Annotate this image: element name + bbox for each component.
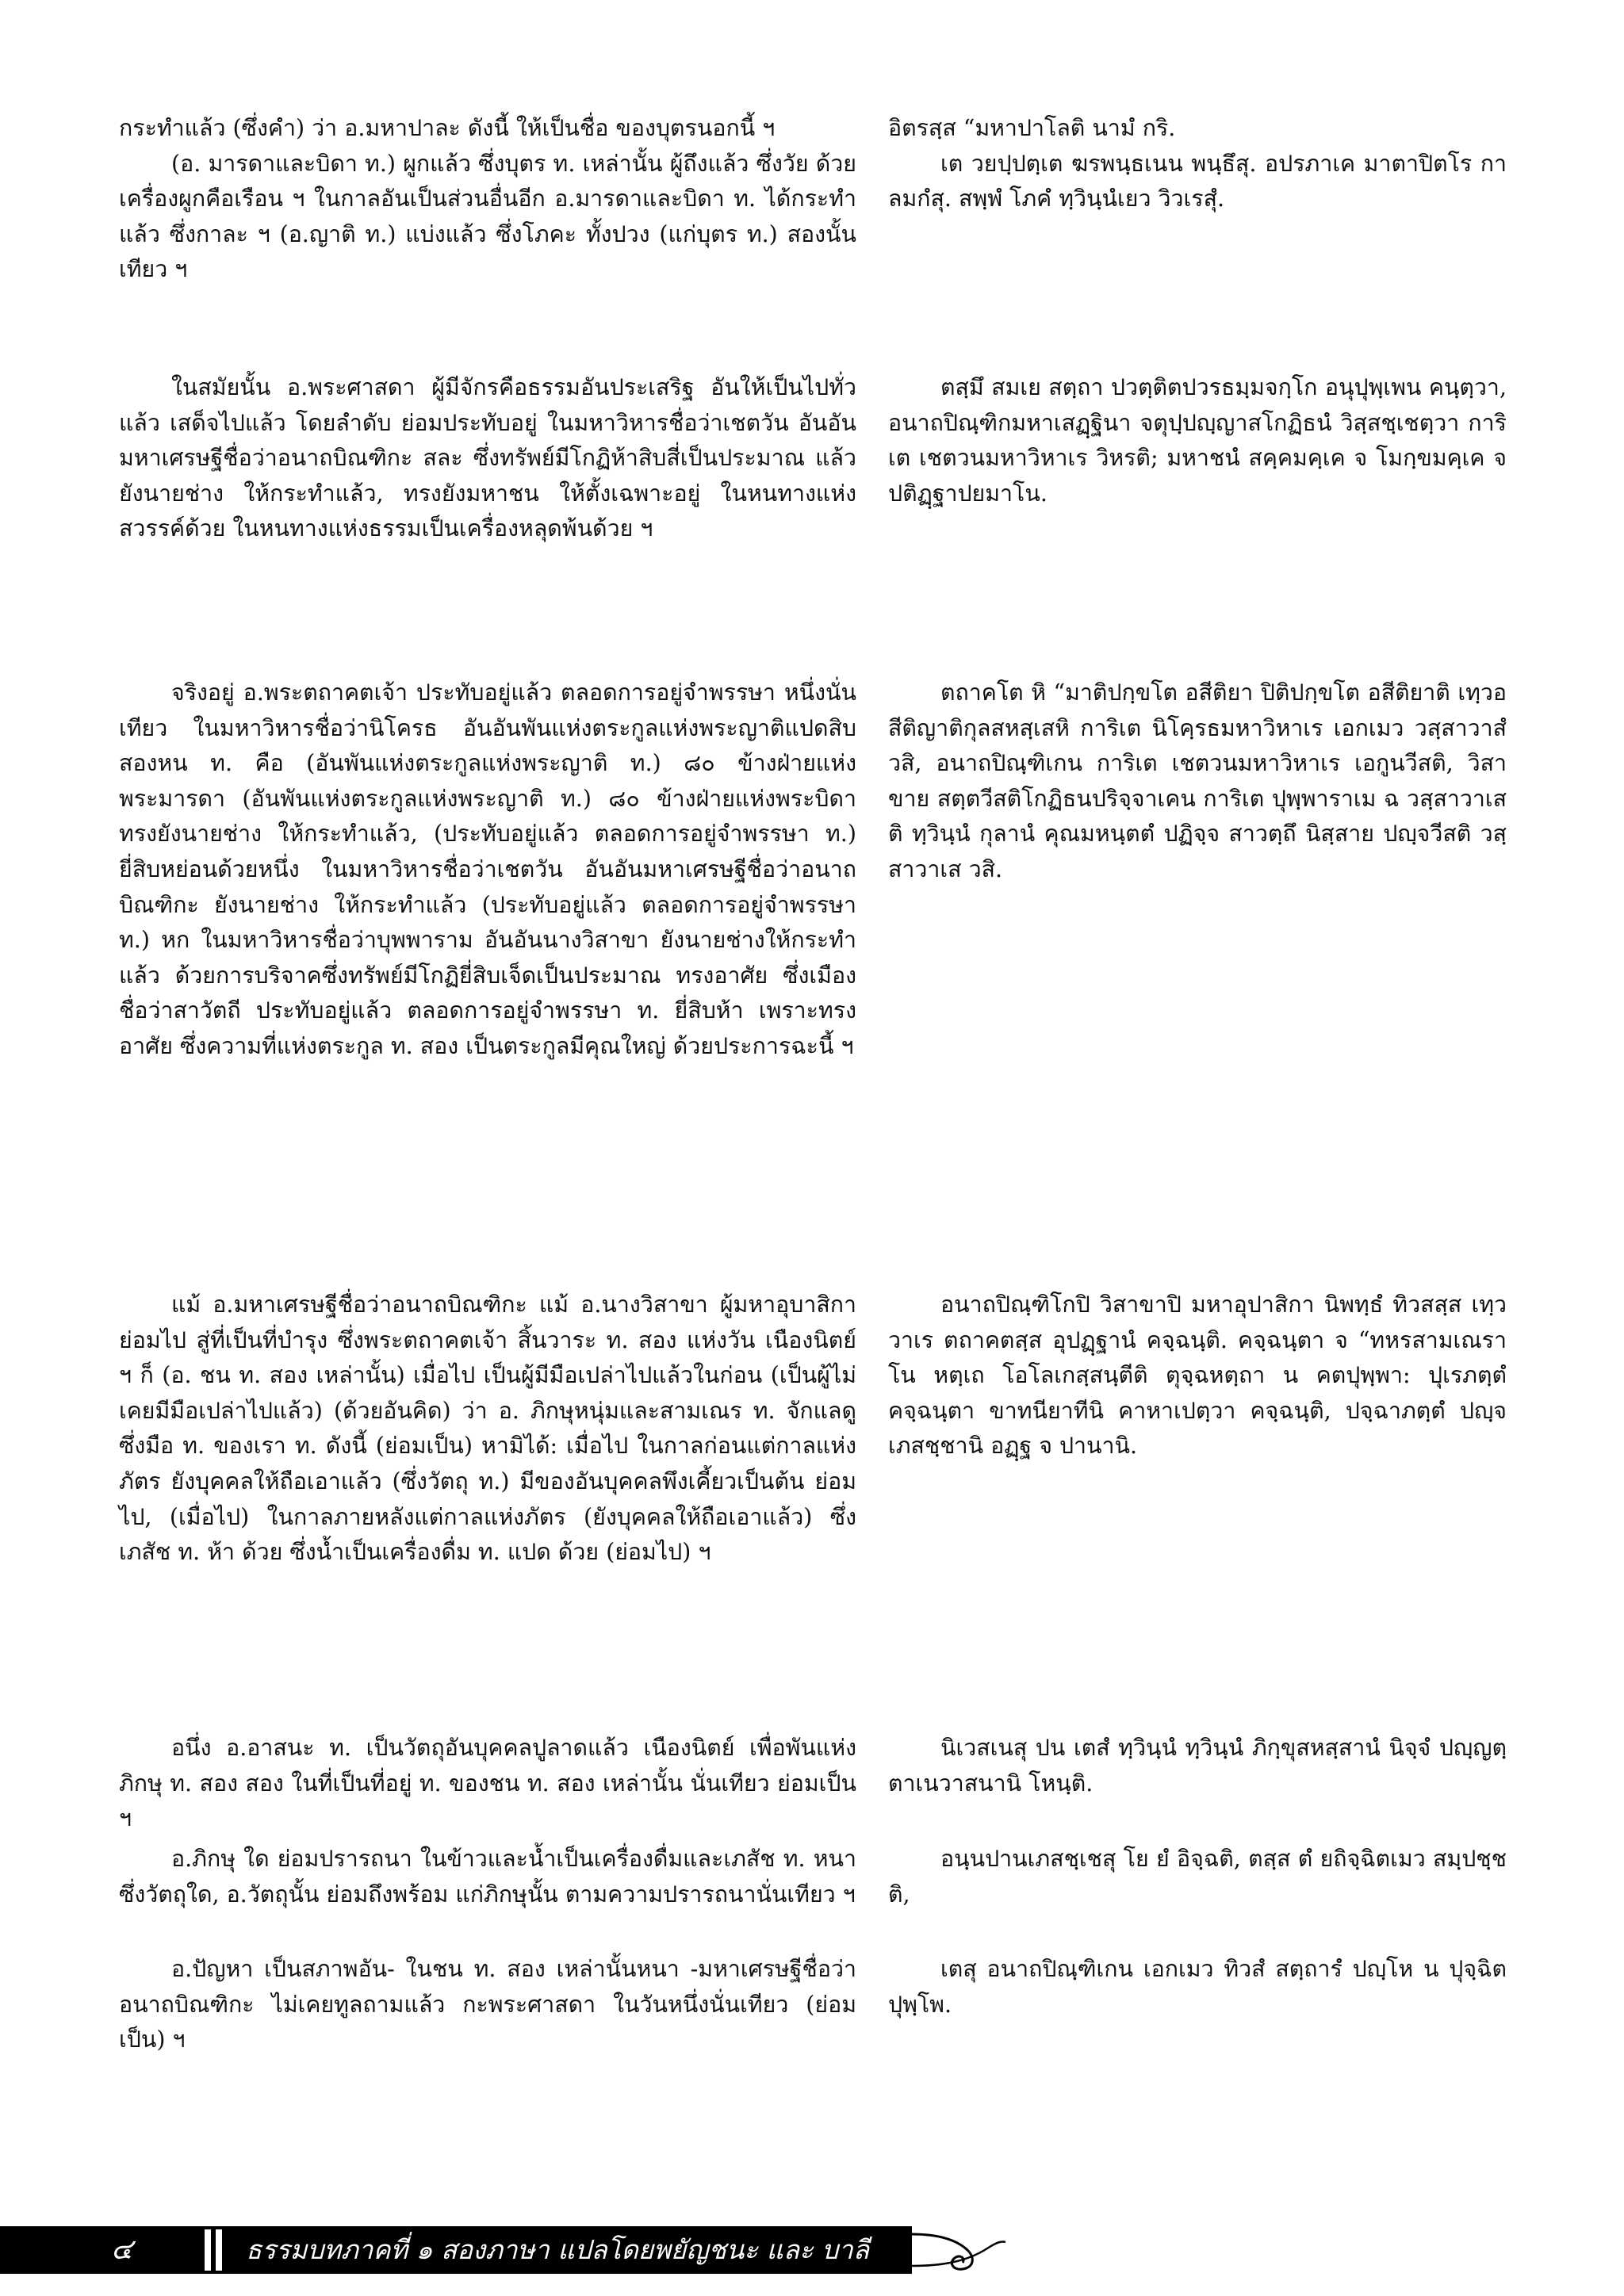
pali-paragraph: อนฺนปานเภสชฺเชสุ โย ยํ อิจฺฉติ, ตสฺส ตํ ยถิจฺฉิตเมว สมฺปชฺชติ, [888,1846,1507,1908]
pali-paragraph: อิตรสฺส “มหาปาโลติ นามํ กริ. [888,115,1176,141]
page-footer [0,2226,1624,2274]
pali-paragraph: อนาถปิณฺฑิโกปิ วิสาขาปิ มหาอุปาสิกา นิพทฺธํ ทิวสสฺส เทฺว วาเร ตถาคตสฺส อุปฏฺฐานํ คจฺฉนฺติ. คจฺฉนฺตา จ “ทหรสามเณรา โน หตฺเถ โอโลเกสฺสนฺตีติ ตุจฺฉหตฺถา น คตปุพฺพา: ปุเรภตฺตํ คจฺฉนฺตา ขาทนียาทีนิ คาหาเปตฺวา คจฺฉนฺติ, ปจฺฉาภตฺตํ ปญฺจ เภสชฺชานิ อฏฺฐ จ ปานานิ. [888,1292,1507,1460]
thai-translation-column [119,1731,856,1837]
pali-paragraph: เตสุ อนาถปิณฺฑิเกน เอกเมว ทิวสํ สตฺถารํ ปญฺโห น ปุจฺฉิตปุพฺโพ. [888,1956,1507,2018]
ornament-swirl-icon [912,2226,1007,2274]
thai-translation-column [119,111,856,288]
thai-paragraph: แม้ อ.มหาเศรษฐีชื่อว่าอนาถบิณฑิกะ แม้ อ.นางวิสาขา ผู้มหาอุบาสิกา ย่อมไป สู่ที่เป็นที่บำรุง ซึ่งพระตถาคตเจ้า สิ้นวาระ ท. สอง แห่งวัน เนืองนิตย์ ฯ ก็ (อ. ชน ท. สอง เหล่านั้น) เมื่อไป เป็นผู้มีมือเปล่าไปแล้วในก่อน (เป็นผู้ไม่เคยมีมือเปล่าไปแล้ว) (ด้วยอันคิด) ว่า อ. ภิกษุหนุ่มและสามเณร ท. จักแลดู ซึ่งมือ ท. ของเรา ท. ดังนี้ (ย่อมเป็น) หามิได้: เมื่อไป ในกาลก่อนแต่กาลแห่งภัตร ยังบุคคลให้ถือเอาแล้ว (ซึ่งวัตถุ ท.) มีของอันบุคคลพึงเคี้ยวเป็นต้น ย่อมไป, (เมื่อไป) ในกาลภายหลังแต่กาลแห่งภัตร (ยังบุคคลให้ถือเอาแล้ว) ซึ่งเภสัช ท. ห้า ด้วย ซึ่งน้ำเป็นเครื่องดื่ม ท. แปด ด้วย (ย่อมไป) ฯ [119,1292,856,1566]
pali-column [888,675,1507,888]
thai-paragraph: อ.ภิกษุ ใด ย่อมปรารถนา ในข้าวและน้ำเป็นเครื่องดื่มและเภสัช ท. หนา ซึ่งวัตถุใด, อ.วัตถุนั้น ย่อมถึงพร้อม แก่ภิกษุนั้น ตามความปรารถนานั่นเทียว ฯ [119,1846,856,1908]
pali-column [888,1288,1507,1464]
pali-paragraph: นิเวสเนสุ ปน เตสํ ทฺวินฺนํ ทฺวินฺนํ ภิกฺขุสหสฺสานํ นิจฺจํ ปญฺญตฺตาเนวาสนานิ โหนฺติ. [888,1735,1507,1797]
pali-paragraph: เต วยปฺปตฺเต ฆรพนฺธเนน พนฺธึสุ. อปรภาเค มาตาปิตโร กาลมกํสุ. สพฺพํ โภคํ ทฺวินฺนํเยว วิวเรสุํ. [888,150,1507,212]
thai-translation-column [119,370,856,547]
book-title: ธรรมบทภาคที่ ๑ สองภาษา แปลโดยพยัญชนะ และ บาลี [246,2234,869,2265]
footer-bar-background [0,2226,912,2274]
thai-paragraph: กระทำแล้ว (ซึ่งคำ) ว่า อ.มหาปาละ ดังนี้ ให้เป็นชื่อ ของบุตรนอกนี้ ฯ [119,115,776,141]
thai-paragraph: อนึ่ง อ.อาสนะ ท. เป็นวัตถุอันบุคคลปูลาดแล้ว เนืองนิตย์ เพื่อพันแห่งภิกษุ ท. สอง สอง ในที่เป็นที่อยู่ ท. ของชน ท. สอง เหล่านั้น นั่นเทียว ย่อมเป็น ฯ [119,1735,856,1832]
thai-paragraph: (อ. มารดาและบิดา ท.) ผูกแล้ว ซึ่งบุตร ท. เหล่านั้น ผู้ถึงแล้ว ซึ่งวัย ด้วยเครื่องผูกคือเรือน ฯ ในกาลอันเป็นส่วนอื่นอีก อ.มารดาและบิดา ท. ได้กระทำแล้ว ซึ่งกาละ ฯ (อ.ญาติ ท.) แบ่งแล้ว ซึ่งโภคะ ทั้งปวง (แก่บุตร ท.) สองนั้นเทียว ฯ [119,150,856,283]
thai-paragraph: จริงอยู่ อ.พระตถาคตเจ้า ประทับอยู่แล้ว ตลอดการอยู่จำพรรษา หนึ่งนั่นเทียว ในมหาวิหารชื่อว่านิโครธ อันอันพันแห่งตระกูลแห่งพระญาติแปดสิบสองหน ท. คือ (อันพันแห่งตระกูลแห่งพระญาติ ท.) ๘๐ ข้างฝ่ายแห่งพระมารดา (อันพันแห่งตระกูลแห่งพระญาติ ท.) ๘๐ ข้างฝ่ายแห่งพระบิดา ทรงยังนายช่าง ให้กระทำแล้ว, (ประทับอยู่แล้ว ตลอดการอยู่จำพรรษา ท.) ยี่สิบหย่อนด้วยหนึ่ง ในมหาวิหารชื่อว่าเชตวัน อันอันมหาเศรษฐีชื่อว่าอนาถบิณฑิกะ ยังนายช่าง ให้กระทำแล้ว (ประทับอยู่แล้ว ตลอดการอยู่จำพรรษา ท.) หก ในมหาวิหารชื่อว่าบุพพาราม อันอันนางวิสาขา ยังนายช่างให้กระทำแล้ว ด้วยการบริจาคซึ่งทรัพย์มีโกฏิยี่สิบเจ็ดเป็นประมาณ ทรงอาศัย ซึ่งเมืองชื่อว่าสาวัตถี ประทับอยู่แล้ว ตลอดการอยู่จำพรรษา ท. ยี่สิบห้า เพราะทรงอาศัย ซึ่งความที่แห่งตระกูล ท. สอง เป็นตระกูลมีคุณใหญ่ ด้วยประการฉะนี้ ฯ [119,679,856,1059]
page-number: ๔ [111,2233,133,2266]
pali-column [888,1731,1507,1801]
thai-translation-column [119,1952,856,2058]
pali-paragraph: ตสฺมึ สมเย สตฺถา ปวตฺติตปวรธมฺมจกฺโก อนุปุพฺเพน คนฺตฺวา, อนาถปิณฺฑิกมหาเสฏฺฐินา จตุปฺปญฺญาสโกฏิธนํ วิสฺสชฺเชตฺวา การิเต เชตวนมหาวิหาเร วิหรติ; มหาชนํ สคฺคมคฺเค จ โมกฺขมคฺเค จ ปติฏฺฐาปยมาโน. [888,374,1507,507]
thai-paragraph: ในสมัยนั้น อ.พระศาสดา ผู้มีจักรคือธรรมอันประเสริฐ อันให้เป็นไปทั่วแล้ว เสด็จไปแล้ว โดยลำดับ ย่อมประทับอยู่ ในมหาวิหารชื่อว่าเชตวัน อันอันมหาเศรษฐีชื่อว่าอนาถบิณฑิกะ สละ ซึ่งทรัพย์มีโกฏิห้าสิบสี่เป็นประมาณ แล้วยังนายช่าง ให้กระทำแล้ว, ทรงยังมหาชน ให้ตั้งเฉพาะอยู่ ในหนทางแห่งสวรรค์ด้วย ในหนทางแห่งธรรมเป็นเครื่องหลุดพ้นด้วย ฯ [119,374,856,542]
thai-translation-column [119,1288,856,1571]
pali-column [888,1842,1507,1912]
pali-column [888,370,1507,511]
thai-paragraph: อ.ปัญหา เป็นสภาพอัน- ในชน ท. สอง เหล่านั้นหนา -มหาเศรษฐีชื่อว่าอนาถบิณฑิกะ ไม่เคยทูลถามแล้ว กะพระศาสดา ในวันหนึ่งนั่นเทียว (ย่อมเป็น) ฯ [119,1956,856,2053]
pali-column [888,1952,1507,2022]
thai-translation-column [119,675,856,1065]
pali-paragraph: ตถาคโต หิ “มาติปกฺขโต อสีติยา ปิติปกฺขโต อสีติยาติ เทฺวอสีติญาติกุลสหสฺเสหิ การิเต นิโคฺรธมหาวิหาเร เอกเมว วสฺสาวาสํ วสิ, อนาถปิณฺฑิเกน การิเต เชตวนมหาวิหาเร เอกูนวีสติ, วิสาขาย สตฺตวีสติโกฏิธนปริจฺจาเคน การิเต ปุพฺพาราเม ฉ วสฺสาวาเสติ ทฺวินฺนํ กุลานํ คุณมหนฺตตํ ปฏิจฺจ สาวตฺถึ นิสฺสาย ปญฺจวีสติ วสฺสาวาเส วสิ. [888,679,1507,882]
footer-divider [205,2229,211,2271]
pali-column [888,111,1507,217]
thai-translation-column [119,1842,856,1912]
footer-divider [216,2229,222,2271]
